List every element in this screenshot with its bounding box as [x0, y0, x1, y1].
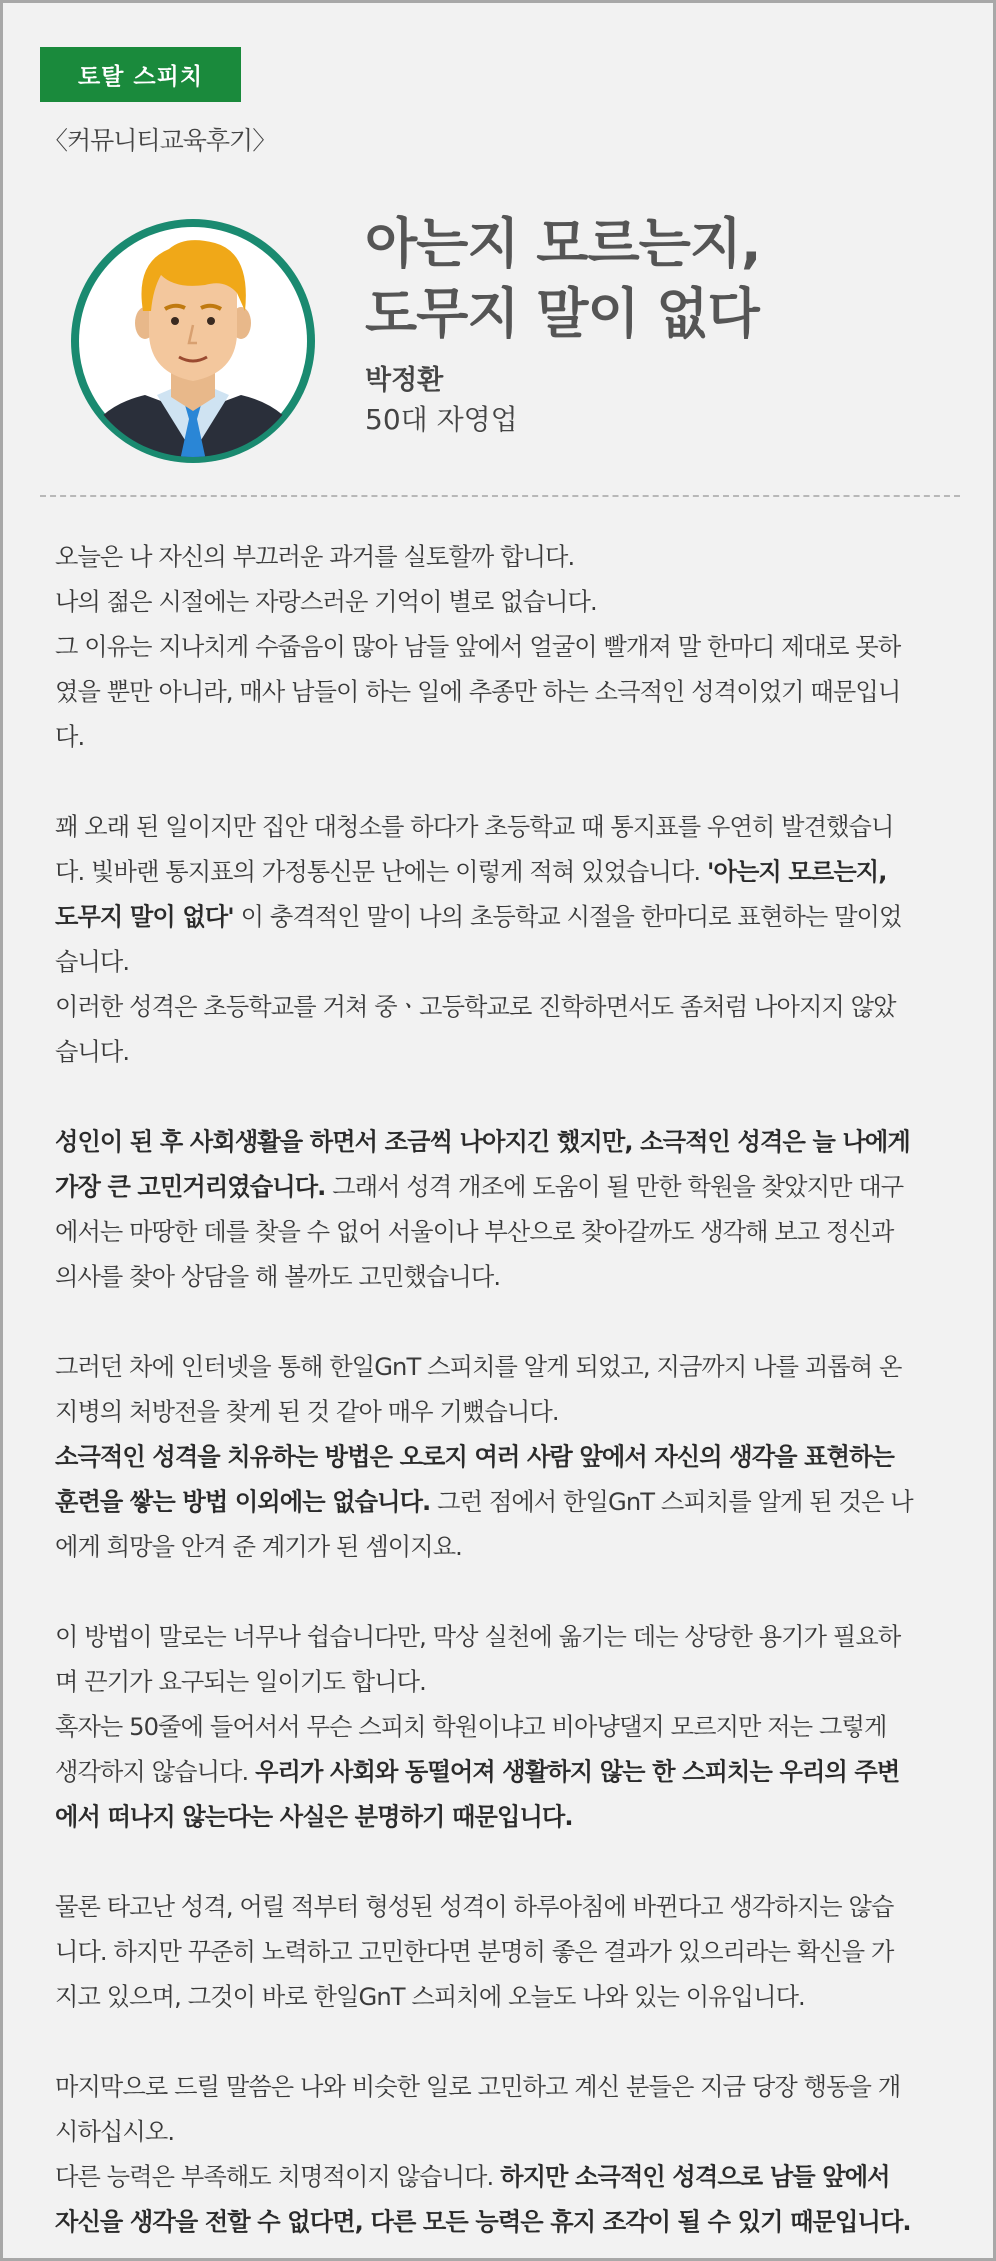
body-text: 다.: [55, 723, 85, 751]
body-text: 오늘은 나 자신의 부끄러운 과거를 실토할까 합니다.: [55, 543, 575, 571]
category-label: 〈커뮤니티교육후기〉: [43, 126, 277, 155]
body-line: [55, 715, 955, 760]
body-text: 꽤 오래 된 일이지만 집안 대청소를 하다가 초등학교 때 통지표를 우연히 발견했습니: [55, 813, 894, 841]
body-text: 이 충격적인 말이 나의 초등학교 시절을 한마디로 표현하는 말이었: [233, 903, 902, 931]
bold-text: 도무지 말이 없다': [55, 903, 234, 931]
body-line: [55, 1480, 955, 1525]
body-line: [55, 1750, 955, 1795]
body-text: 이 방법이 말로는 너무나 쉽습니다만, 막상 실천에 옮기는 데는 상당한 용기가 필요하: [55, 1623, 901, 1651]
title-line-1: 아는지 모르는지,: [365, 212, 761, 275]
bold-text: 자신을 생각을 전할 수 없다면, 다른 모든 능력은 휴지 조각이 될 수 있기 때문입니다.: [55, 2208, 911, 2236]
paragraph-gap: [55, 760, 955, 805]
body-line: [55, 1930, 955, 1975]
body-text: 습니다.: [55, 1038, 130, 1066]
dashed-divider: [40, 495, 960, 497]
bold-text: 하지만 소극적인 성격으로 남들 앞에서: [500, 2163, 890, 2191]
category-badge: 토탈 스피치: [40, 47, 241, 102]
body-text: 생각하지 않습니다.: [55, 1758, 256, 1786]
body-text: 였을 뿐만 아니라, 매사 남들이 하는 일에 추종만 하는 소극적인 성격이었기 때문입니: [55, 678, 901, 706]
body-text: 습니다.: [55, 948, 130, 976]
title-line-2: 도무지 말이 없다: [365, 282, 759, 345]
bold-text: 소극적인 성격을 치유하는 방법은 오로지 여러 사람 앞에서 자신의 생각을 표현하는: [55, 1443, 895, 1471]
body-line: [55, 940, 955, 985]
paragraph-gap: [55, 1840, 955, 1885]
body-text: 지고 있으며, 그것이 바로 한일GnT 스피치에 오늘도 나와 있는 이유입니다.: [55, 1983, 805, 2011]
body-line: [55, 625, 955, 670]
body-line: [55, 805, 955, 850]
body-text: 혹자는 50줄에 들어서서 무슨 스피치 학원이냐고 비아냥댈지 모르지만 저는 그렇게: [55, 1713, 887, 1741]
body-line: [55, 1435, 955, 1480]
body-line: [55, 1120, 955, 1165]
body-line: [55, 1390, 955, 1435]
body-text: 그런 점에서 한일GnT 스피치를 알게 된 것은 나: [430, 1488, 913, 1516]
paragraph-gap: [55, 1300, 955, 1345]
body-text: 의사를 찾아 상담을 해 볼까도 고민했습니다.: [55, 1263, 501, 1291]
body-line: [55, 2155, 955, 2200]
body-line: [55, 895, 955, 940]
body-line: [55, 985, 955, 1030]
body-text: 나의 젊은 시절에는 자랑스러운 기억이 별로 없습니다.: [55, 588, 597, 616]
body-text: 에게 희망을 안겨 준 계기가 된 셈이지요.: [55, 1533, 462, 1561]
bold-text: 에서 떠나지 않는다는 사실은 분명하기 때문입니다.: [55, 1803, 573, 1831]
article-title: [365, 209, 760, 349]
body-line: [55, 1795, 955, 1840]
body-line: [55, 1975, 955, 2020]
bold-text: 훈련을 쌓는 방법 이외에는 없습니다.: [55, 1488, 431, 1516]
body-text: 마지막으로 드릴 말씀은 나와 비슷한 일로 고민하고 계신 분들은 지금 당장 행동을 개: [55, 2073, 901, 2101]
body-text: 지병의 처방전을 찾게 된 것 같아 매우 기뻤습니다.: [55, 1398, 559, 1426]
body-line: [55, 1885, 955, 1930]
body-line: [55, 1660, 955, 1705]
paragraph-gap: [55, 2020, 955, 2065]
body-text: 다. 빛바랜 통지표의 가정통신문 난에는 이렇게 적혀 있었습니다.: [55, 858, 707, 886]
body-text: 다른 능력은 부족해도 치명적이지 않습니다.: [55, 2163, 501, 2191]
body-text: 에서는 마땅한 데를 찾을 수 없어 서울이나 부산으로 찾아갈까도 생각해 보고 정신과: [55, 1218, 894, 1246]
body-text: 물론 타고난 성격, 어릴 적부터 형성된 성격이 하루아침에 바뀐다고 생각하지는 않습: [55, 1893, 894, 1921]
body-line: [55, 1525, 955, 1570]
bold-text: 가장 큰 고민거리였습니다.: [55, 1173, 326, 1201]
body-line: [55, 1255, 955, 1300]
body-text: 이러한 성격은 초등학교를 거쳐 중ㆍ고등학교로 진학하면서도 좀처럼 나아지지 않았: [55, 993, 896, 1021]
body-line: [55, 850, 955, 895]
body-text: 그래서 성격 개조에 도움이 될 만한 학원을 찾았지만 대구: [325, 1173, 904, 1201]
body-text: 그러던 차에 인터넷을 통해 한일GnT 스피치를 알게 되었고, 지금까지 나를 괴롭혀 온: [55, 1353, 902, 1381]
body-text: 니다. 하지만 꾸준히 노력하고 고민한다면 분명히 좋은 결과가 있으리라는 확신을 가: [55, 1938, 894, 1966]
author-name: 박정환: [365, 365, 444, 396]
body-line: [55, 1705, 955, 1750]
body-text: 그 이유는 지나치게 수줍음이 많아 남들 앞에서 얼굴이 빨개져 말 한마디 제대로 못하: [55, 633, 901, 661]
paragraph-gap: [55, 1075, 955, 1120]
author-description: 50대 자영업: [365, 403, 518, 436]
body-text: 시하십시오.: [55, 2118, 175, 2146]
body-text: 며 끈기가 요구되는 일이기도 합니다.: [55, 1668, 426, 1696]
businessman-avatar-icon: [65, 213, 321, 469]
body-line: [55, 2065, 955, 2110]
body-line: [55, 1030, 955, 1075]
bold-text: 성인이 된 후 사회생활을 하면서 조금씩 나아지긴 했지만, 소극적인 성격은 늘 나에게: [55, 1128, 910, 1156]
article-body: [55, 535, 955, 2245]
body-line: [55, 2200, 955, 2245]
paragraph-gap: [55, 1570, 955, 1615]
body-line: [55, 1210, 955, 1255]
body-line: [55, 1345, 955, 1390]
body-line: [55, 2110, 955, 2155]
body-line: [55, 580, 955, 625]
body-line: [55, 1615, 955, 1660]
body-line: [55, 670, 955, 715]
body-line: [55, 1165, 955, 1210]
bold-text: 우리가 사회와 동떨어져 생활하지 않는 한 스피치는 우리의 주변: [255, 1758, 900, 1786]
bold-text: '아는지 모르는지,: [706, 858, 887, 886]
body-line: [55, 535, 955, 580]
